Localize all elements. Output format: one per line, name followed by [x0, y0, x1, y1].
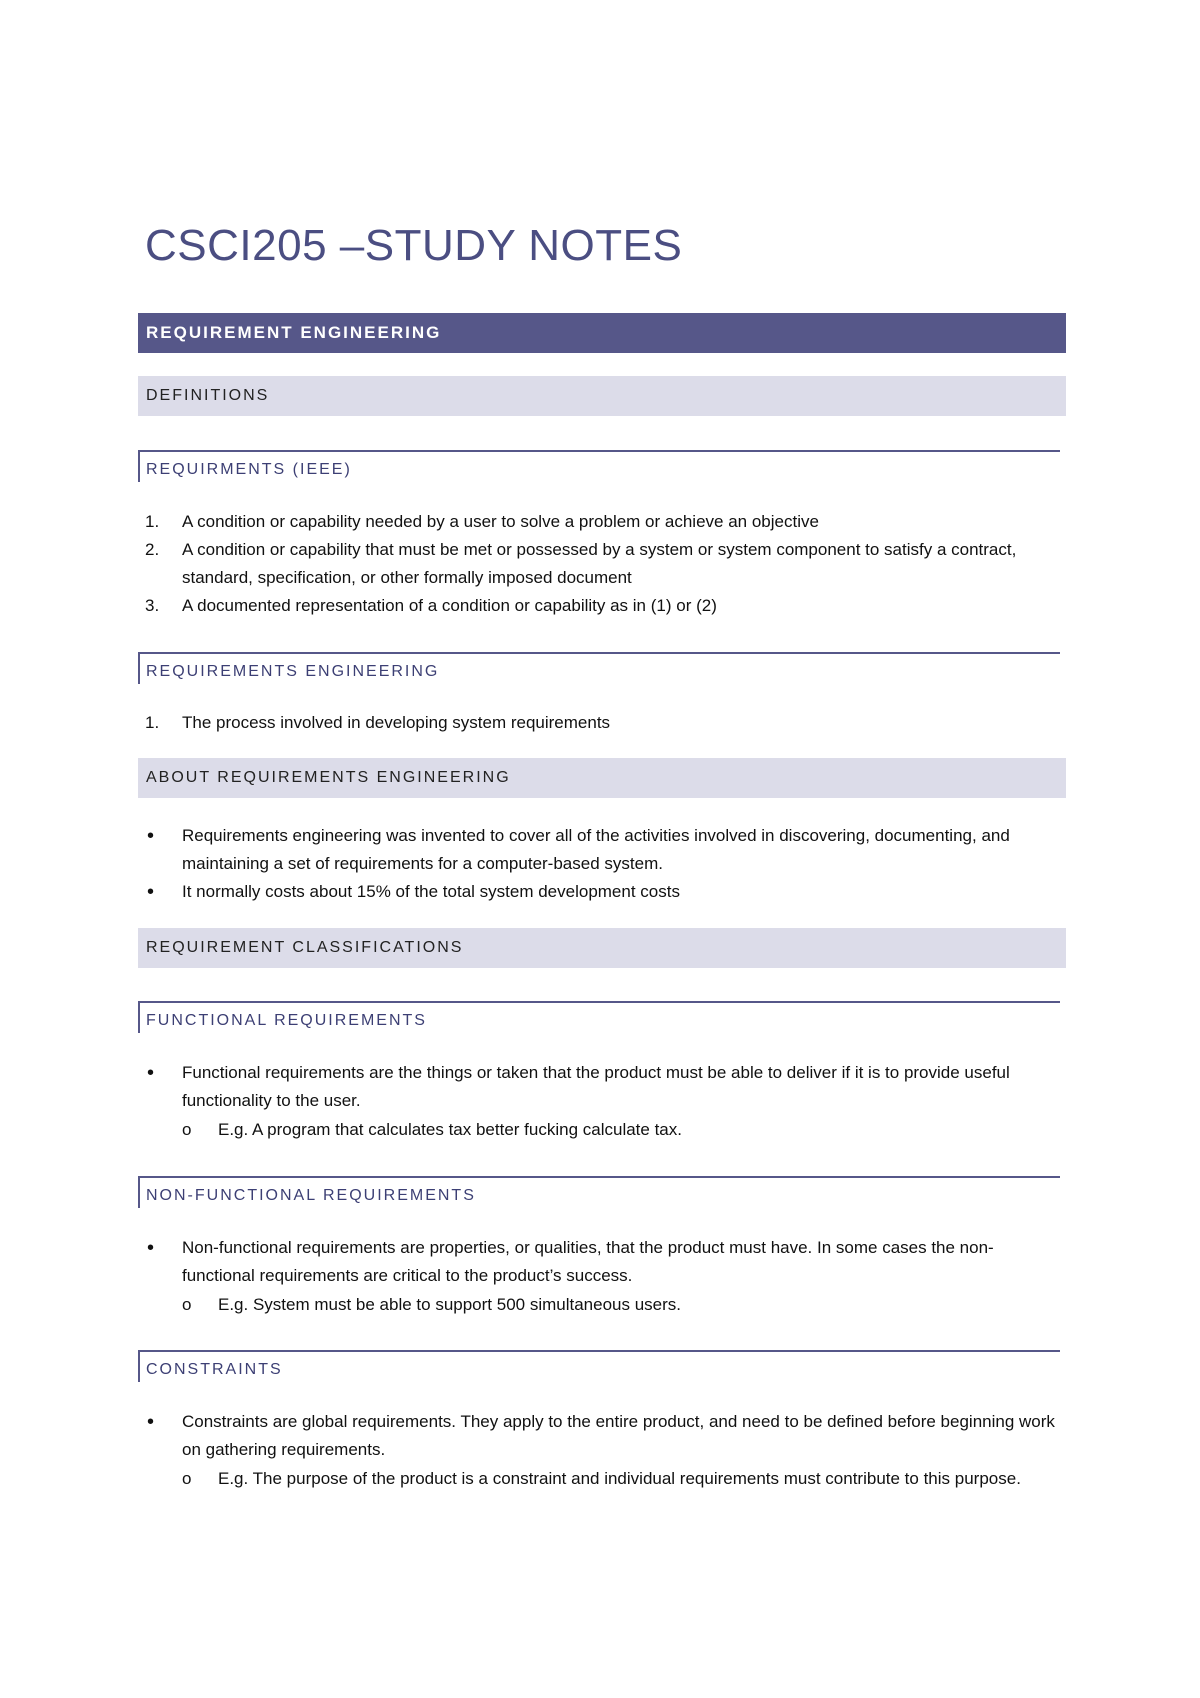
list-item — [145, 1234, 1060, 1290]
list-item — [145, 709, 1060, 737]
list-number: 1. — [145, 512, 160, 531]
list-item-text: A condition or capability that must be met or possessed by a system or system component to satisfy a contract, standard, specification, or other formally imposed document — [182, 540, 1017, 587]
heading-requirement-engineering: REQUIREMENT ENGINEERING — [138, 313, 1066, 353]
list-item-text: Constraints are global requirements. They apply to the entire product, and need to be defined before beginning work on gathering requirements. — [182, 1412, 1055, 1459]
bullet-icon: • — [147, 1411, 155, 1433]
heading-requirments-ieee: REQUIRMENTS (IEEE) — [138, 450, 1060, 482]
list-item-text: It normally costs about 15% of the total system development costs — [182, 882, 680, 901]
heading-non-functional-requirements: NON-FUNCTIONAL REQUIREMENTS — [138, 1176, 1060, 1208]
heading-functional-requirements: FUNCTIONAL REQUIREMENTS — [138, 1001, 1060, 1033]
functional-sublist — [145, 1116, 1060, 1144]
heading-constraints: CONSTRAINTS — [138, 1350, 1060, 1382]
heading-requirements-engineering: REQUIREMENTS ENGINEERING — [138, 652, 1060, 684]
sub-bullet-icon: o — [182, 1295, 192, 1314]
list-item-text: Functional requirements are the things or taken that the product must be able to deliver if it is to provide useful functionality to the user. — [182, 1063, 1010, 1110]
list-number: 2. — [145, 540, 160, 559]
list-item — [145, 822, 1060, 878]
non-functional-list — [145, 1234, 1060, 1290]
bullet-icon: • — [147, 881, 155, 903]
list-item — [145, 1408, 1060, 1464]
sub-list-item — [145, 1291, 1060, 1319]
list-item-text: A condition or capability needed by a user to solve a problem or achieve an objective — [182, 512, 819, 531]
sub-list-item-text: E.g. System must be able to support 500 simultaneous users. — [218, 1295, 682, 1314]
sub-bullet-icon: o — [182, 1469, 192, 1488]
ieee-definition-list — [145, 508, 1060, 620]
list-item — [145, 592, 1060, 620]
list-item — [145, 1059, 1060, 1115]
bullet-icon: • — [147, 1237, 155, 1259]
non-functional-sublist — [145, 1291, 1060, 1319]
sub-list-item-text: E.g. A program that calculates tax better fucking calculate tax. — [218, 1120, 682, 1139]
about-list — [145, 822, 1060, 906]
heading-about-requirements-engineering: ABOUT REQUIREMENTS ENGINEERING — [138, 758, 1066, 798]
page-title: CSCI205 –STUDY NOTES — [145, 221, 683, 270]
heading-requirement-classifications: REQUIREMENT CLASSIFICATIONS — [138, 928, 1066, 968]
list-number: 3. — [145, 596, 160, 615]
sub-list-item — [145, 1465, 1060, 1493]
re-definition-list — [145, 709, 1060, 737]
sub-list-item — [145, 1116, 1060, 1144]
functional-list — [145, 1059, 1060, 1115]
sub-list-item-text: E.g. The purpose of the product is a constraint and individual requirements must contribute to this purpose. — [218, 1469, 1021, 1488]
constraints-sublist — [145, 1465, 1060, 1493]
bullet-icon: • — [147, 825, 155, 847]
constraints-list — [145, 1408, 1060, 1464]
list-number: 1. — [145, 713, 160, 732]
list-item-text: Non-functional requirements are properties, or qualities, that the product must have. In some cases the non-functional requirements are critical to the product’s success. — [182, 1238, 994, 1285]
list-item — [145, 536, 1060, 592]
bullet-icon: • — [147, 1062, 155, 1084]
list-item-text: Requirements engineering was invented to cover all of the activities involved in discovering, documenting, and maintaining a set of requirements for a computer-based system. — [182, 826, 1010, 873]
list-item — [145, 508, 1060, 536]
heading-definitions: DEFINITIONS — [138, 376, 1066, 416]
list-item — [145, 878, 1060, 906]
list-item-text: The process involved in developing system requirements — [182, 713, 611, 732]
list-item-text: A documented representation of a condition or capability as in (1) or (2) — [182, 596, 717, 615]
sub-bullet-icon: o — [182, 1120, 192, 1139]
